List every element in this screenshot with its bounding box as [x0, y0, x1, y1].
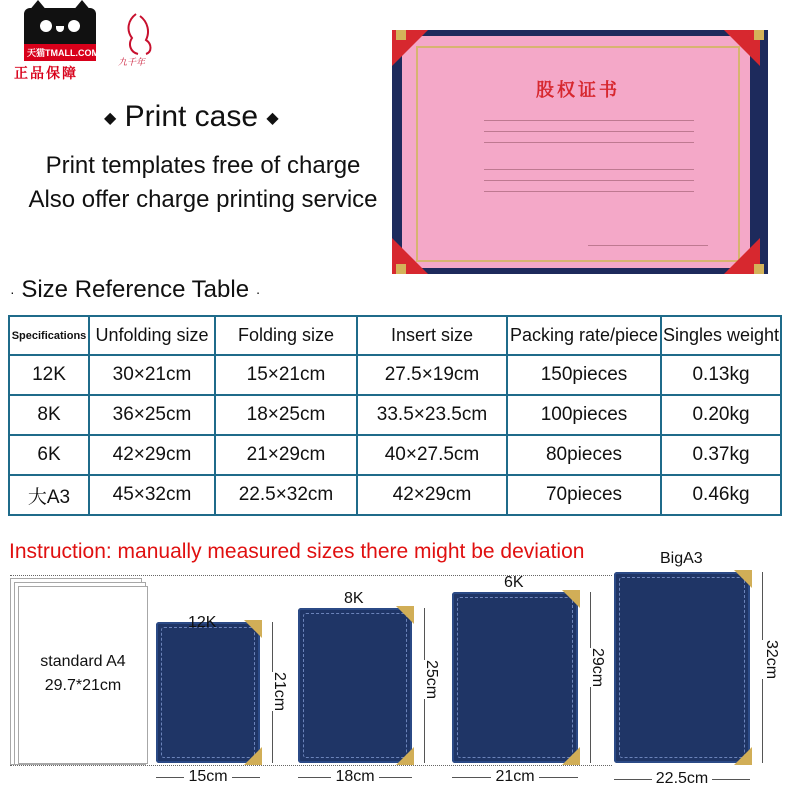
table-cell: 0.46kg [661, 475, 781, 515]
gold-corner-icon [396, 606, 414, 624]
table-cell: 42×29cm [89, 435, 215, 475]
table-cell: 42×29cm [357, 475, 507, 515]
height-label: 21cm [271, 672, 288, 712]
certificate-date-line [588, 245, 708, 246]
column-header: Specifications [9, 316, 89, 355]
table-cell: 12K [9, 355, 89, 395]
table-cell: 33.5×23.5cm [357, 395, 507, 435]
table-row [9, 395, 781, 435]
tmall-band: 天猫TMALL.COM [24, 44, 96, 61]
print-case-text: Print case [124, 100, 259, 133]
folder-name-label: 6K [504, 574, 524, 591]
gold-corner-icon [396, 747, 414, 765]
height-label: 25cm [423, 660, 440, 700]
tmall-cat-icon [24, 8, 96, 44]
gold-corner-icon [754, 30, 764, 40]
diamond-bullet-icon: ◆ [266, 110, 279, 128]
table-cell: 150pieces [507, 355, 661, 395]
dot-bullet-icon: · [255, 284, 261, 300]
table-cell: 15×21cm [215, 355, 357, 395]
table-cell: 80pieces [507, 435, 661, 475]
certificate-border [416, 46, 740, 262]
gold-corner-icon [396, 264, 406, 274]
gold-corner-icon [562, 747, 580, 765]
certificate-title: 股权证书 [536, 80, 620, 100]
table-cell: 0.13kg [661, 355, 781, 395]
tmall-guarantee: 正品保障 [14, 65, 78, 81]
folder-name-label: 8K [344, 590, 364, 607]
width-dimension [452, 768, 578, 786]
column-header: Folding size [215, 316, 357, 355]
diamond-bullet-icon: ◆ [104, 110, 117, 128]
width-label: 15cm [184, 768, 231, 785]
width-dimension [156, 768, 260, 786]
folder-12k [156, 622, 260, 763]
gold-corner-icon [734, 570, 752, 588]
table-cell: 22.5×32cm [215, 475, 357, 515]
gold-corner-icon [754, 264, 764, 274]
bottom-reference-line [10, 765, 612, 766]
table-row [9, 435, 781, 475]
table-cell: 100pieces [507, 395, 661, 435]
height-label: 29cm [589, 648, 606, 688]
folder-name-label: 12K [188, 614, 217, 631]
size-reference-text: Size Reference Table [21, 276, 250, 303]
width-label: 21cm [491, 768, 538, 785]
column-header: Insert size [357, 316, 507, 355]
brand-text: 九千年 [118, 57, 146, 67]
tmall-logo [14, 8, 106, 81]
gold-corner-icon [734, 747, 752, 765]
brand-figure-icon [118, 10, 164, 56]
gold-corner-icon [244, 620, 262, 638]
table-cell: 8K [9, 395, 89, 435]
a4-size-label: 29.7*21cm [44, 677, 122, 694]
size-reference-table [8, 315, 782, 516]
table-cell: 18×25cm [215, 395, 357, 435]
height-label: 32cm [763, 640, 780, 680]
size-reference-heading [10, 276, 260, 304]
column-header: Singles weight [661, 316, 781, 355]
table-cell: 30×21cm [89, 355, 215, 395]
a4-label: standard A4 [40, 653, 126, 670]
gold-corner-icon [562, 590, 580, 608]
table-cell: 27.5×19cm [357, 355, 507, 395]
folder-biga3 [614, 572, 750, 763]
brand-logo [118, 10, 164, 68]
print-case-heading [104, 100, 279, 134]
table-cell: 70pieces [507, 475, 661, 515]
instruction-text: Instruction: manually measured sizes there might be deviation [9, 540, 585, 563]
width-dimension [298, 768, 412, 786]
description-line2: Also offer charge printing service [28, 186, 378, 213]
table-cell: 大A3 [9, 475, 89, 515]
table-cell: 0.37kg [661, 435, 781, 475]
gold-corner-icon [244, 747, 262, 765]
certificate-photo [392, 30, 768, 274]
table-cell: 45×32cm [89, 475, 215, 515]
table-cell: 6K [9, 435, 89, 475]
table-cell: 0.20kg [661, 395, 781, 435]
table-cell: 21×29cm [215, 435, 357, 475]
folder-8k [298, 608, 412, 763]
table-cell: 36×25cm [89, 395, 215, 435]
description-line1: Print templates free of charge [45, 152, 361, 179]
certificate-text-lines [484, 110, 694, 202]
folder-name-label: BigA3 [660, 550, 703, 567]
gold-corner-icon [396, 30, 406, 40]
dot-bullet-icon: · [10, 284, 15, 300]
width-label: 18cm [331, 768, 378, 785]
column-header: Packing rate/piece [507, 316, 661, 355]
table-row [9, 475, 781, 515]
table-row [9, 355, 781, 395]
table-header-row [9, 316, 781, 355]
width-label: 22.5cm [652, 770, 712, 787]
folder-6k [452, 592, 578, 763]
width-dimension [614, 770, 750, 788]
table-cell: 40×27.5cm [357, 435, 507, 475]
column-header: Unfolding size [89, 316, 215, 355]
certificate-page [402, 36, 750, 268]
